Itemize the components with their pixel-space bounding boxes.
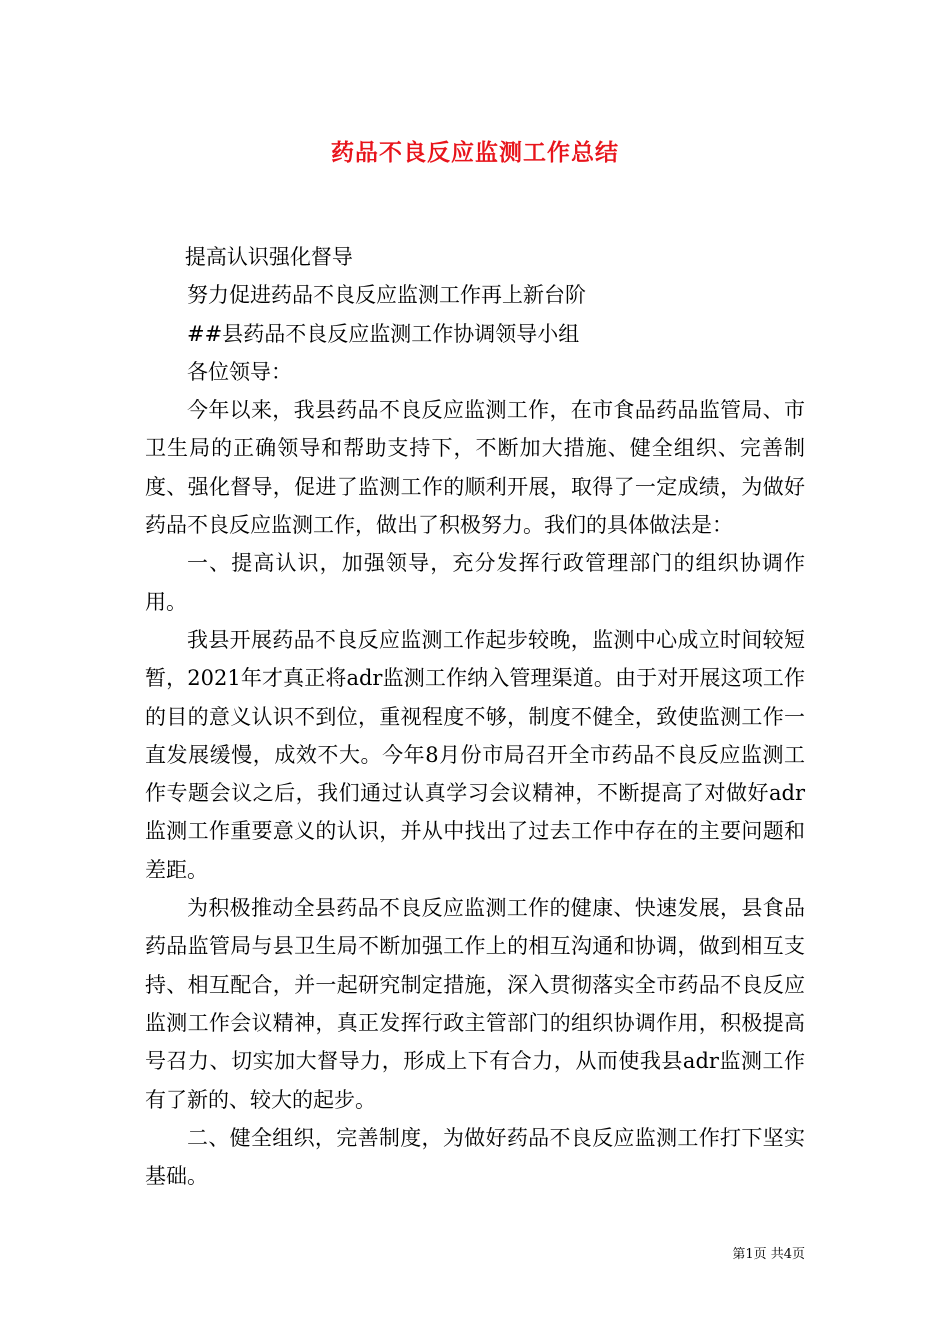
- paragraph-author: ##县药品不良反应监测工作协调领导小组: [187, 321, 580, 346]
- paragraph: 一、提高认识，加强领导，充分发挥行政管理部门的组织协调作用。: [145, 551, 805, 614]
- paragraph-heading: 提高认识强化督导: [184, 245, 353, 269]
- paragraph-subtitle: 努力促进药品不良反应监测工作再上新台阶: [187, 283, 586, 308]
- paragraph: 二、健全组织，完善制度，为做好药品不良反应监测工作打下坚实基础。: [145, 1125, 805, 1189]
- paragraph: 今年以来，我县药品不良反应监测工作，在市食品药品监管局、市卫生局的正确领导和帮助支持下，不断加大措施、健全组织、完善制度、强化督导，促进了监测工作的顺利开展，取得了一定成绩，为做好药品不良反应监测工作，做出了积极努力。我们的具体做法是：: [145, 398, 805, 538]
- paragraph-salutation: 各位领导：: [187, 359, 292, 384]
- document-body: [145, 238, 805, 1195]
- page-number: 第1页 共4页: [732, 1247, 805, 1262]
- paragraph: 我县开展药品不良反应监测工作起步较晚，监测中心成立时间较短暂，2021年才真正将adr监测工作纳入管理渠道。由于对开展这项工作的目的意义认识不到位，重视程度不够，制度不健全，致使监测工作一直发展缓慢，成效不大。今年8月份市局召开全市药品不良反应监测工作专题会议之后，我们通过认真学习会议精神，不断提高了对做好adr监测工作重要意义的认识，并从中找出了过去工作中存在的主要问题和差距。: [145, 627, 805, 882]
- paragraph: 为积极推动全县药品不良反应监测工作的健康、快速发展，县食品药品监管局与县卫生局不断加强工作上的相互沟通和协调，做到相互支持、相互配合，并一起研究制定措施，深入贯彻落实全市药品不良反应监测工作会议精神，真正发挥行政主管部门的组织协调作用，积极提高号召力、切实加大督导力，形成上下有合力，从而使我县adr监测工作有了新的、较大的起步。: [145, 896, 805, 1112]
- document-title: 药品不良反应监测工作总结: [331, 139, 619, 166]
